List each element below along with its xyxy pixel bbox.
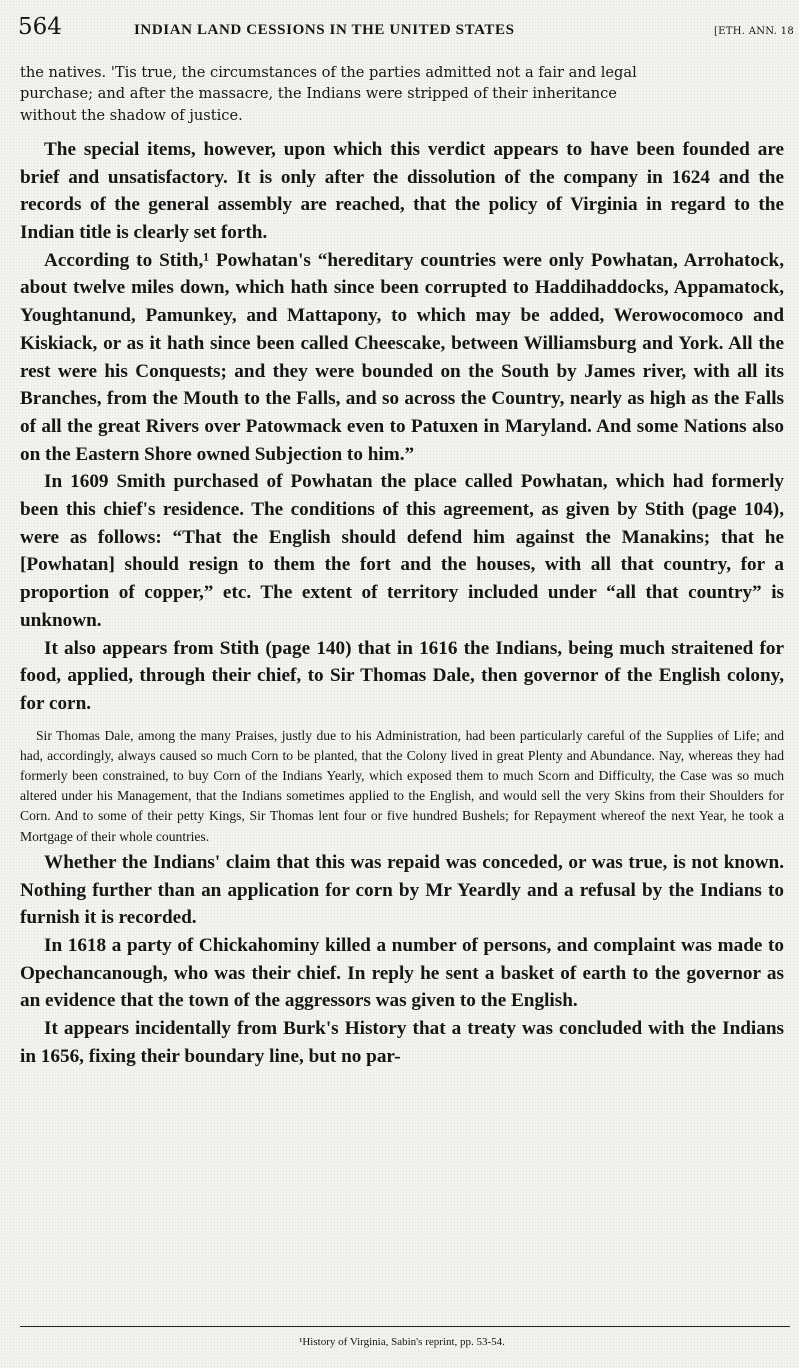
paragraph-special-items: The special items, however, upon which this verdict appears to have been founded are brief and unsatisfactory. It is only after the dissolution of the company in 1624 and the records of the general assembly are reached, that the policy of Virginia in regard to the Indian title is clearly set forth. [20, 138, 784, 243]
running-header-right: [ETH. ANN. 18 [713, 26, 794, 37]
paragraph-stith-countries: According to Stith,¹ Powhatan's “hereditary countries were only Powhatan, Arrohatock, about twelve miles down, which hath since been corrupted to Haddihaddocks, Appamatock, Youghtanund, Pamunkey, and Mattapony, to which may be added, Werowocomoco and Kiskiack, or as it hath since been called Cheescake, between Williamsburg and York. All the rest were his Conquests; and they were bounded on the South by James river, with all its Branches, from the Mouth to the Falls, and so across the Country, nearly as high as the Falls of all the great Rivers over Patowmack even to Patuxen in Maryland. And some Nations also on the Eastern Shore owned Subjection to him.” [20, 249, 784, 465]
running-title: INDIAN LAND CESSIONS IN THE UNITED STATES [134, 22, 515, 38]
quote-line: purchase; and after the massacre, the Indians were stripped of their inheritance [20, 85, 617, 103]
paragraph-1656-treaty: It appears incidentally from Burk's History that a treaty was concluded with the Indians in 1656, fixing their boundary line, but no par- [20, 1018, 784, 1067]
quote-line: without the shadow of justice. [20, 106, 243, 124]
paragraph-1616-corn: It also appears from Stith (page 140) that in 1616 the Indians, being much straitened for food, applied, through their chief, to Sir Thomas Dale, then governor of the English colony, for corn. [20, 637, 784, 714]
extract-quotation: Sir Thomas Dale, among the many Praises, justly due to his Administration, had been particularly careful of the Supplies of Life; and had, accordingly, always caused so much Corn to be planted, that the Colony lived in great Plenty and Abundance. Nay, whereas they had formerly been constrained, to buy Corn of the Indians Yearly, which exposed them to much Scorn and Difficulty, the Case was so much altered under his Management, that the Indians sometimes applied to the English, and would sell the very Skins from their Shoulders for Corn. And to some of their petty Kings, Sir Thomas lent four or five hundred Bushels; for Repayment whereof the next Year, he took a Mortgage of their whole countries. [20, 727, 784, 844]
footnote: ¹History of Virginia, Sabin's reprint, pp. 53-54. [299, 1336, 505, 1348]
page-number: 564 [18, 14, 62, 40]
paragraph-repayment: Whether the Indians' claim that this was repaid was conceded, or was true, is not known. Nothing further than an application for corn by Mr Yeardly and a refusal by the Indians to furnish it is recorded. [20, 851, 784, 929]
continued-quote [20, 62, 784, 126]
footnote-divider [20, 1326, 790, 1327]
page-header [18, 14, 794, 50]
page-body [20, 62, 784, 1071]
paragraph-1618: In 1618 a party of Chickahominy killed a number of persons, and complaint was made to Opechancanough, who was their chief. In reply he sent a basket of earth to the governor as an evidence that the town of the aggressors was given to the English. [20, 934, 784, 1012]
paragraph-1609-purchase: In 1609 Smith purchased of Powhatan the place called Powhatan, which had formerly been this chief's residence. The conditions of this agreement, as given by Stith (page 104), were as follows: “That the English should defend him against the Manakins; that he [Powhatan] should resign to them the fort and the houses, with all that country, for a proportion of copper,” etc. The extent of territory included under “all that country” is unknown. [20, 471, 784, 631]
quote-line: the natives. 'Tis true, the circumstances of the parties admitted not a fair and legal [20, 64, 637, 81]
